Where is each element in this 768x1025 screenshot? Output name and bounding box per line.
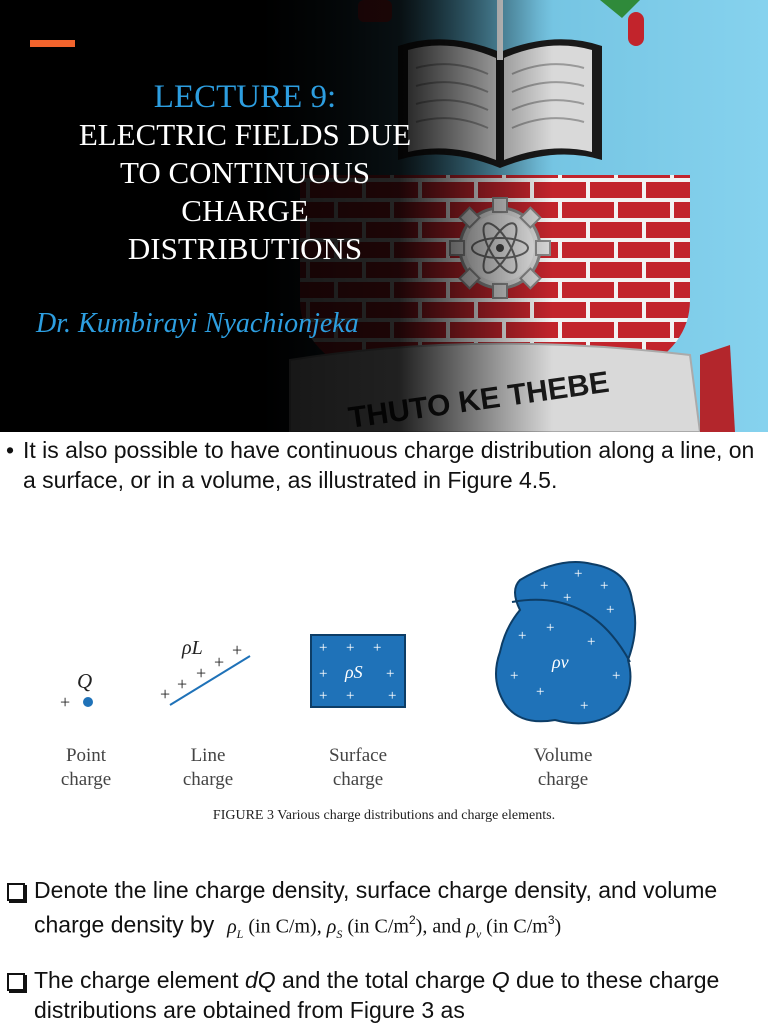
plus-sign: + bbox=[563, 590, 572, 606]
charge-element-text: The charge element dQ and the total charge Q due to these charge distributions are obtained from Figure 3 as bbox=[34, 967, 720, 1023]
author-name: Dr. Kumbirayi Nyachionjeka bbox=[36, 308, 359, 339]
plus-sign: + bbox=[518, 628, 527, 644]
title-line: CHARGE bbox=[181, 193, 309, 228]
density-definition-item bbox=[6, 875, 762, 949]
plus-sign: + bbox=[214, 652, 225, 672]
charge-distribution-figure bbox=[0, 540, 768, 840]
plus-sign: + bbox=[612, 668, 621, 684]
accent-bar bbox=[30, 40, 75, 47]
plus-sign: + bbox=[346, 640, 355, 656]
plus-sign: + bbox=[510, 668, 519, 684]
point-charge-dot bbox=[83, 697, 93, 707]
title-slide bbox=[0, 0, 768, 432]
bullet-text: It is also possible to have continuous charge distribution along a line, on a surface, or in a volume, as illustrated in Figure 4.5. bbox=[23, 437, 755, 493]
figure-caption: FIGURE 3 Various charge distributions and charge elements. bbox=[212, 808, 556, 823]
plus-sign: + bbox=[536, 684, 545, 700]
point-charge-symbol: Q bbox=[77, 669, 93, 693]
surface-charge-symbol: ρS bbox=[345, 662, 363, 682]
plus-sign: + bbox=[606, 602, 615, 618]
rho-s-symbol: $\rho_S$ bbox=[326, 915, 343, 941]
volume-charge bbox=[496, 562, 635, 723]
line-charge-label: Line charge bbox=[182, 745, 234, 790]
volume-charge-symbol: ρv bbox=[552, 652, 569, 672]
plus-sign: + bbox=[60, 692, 71, 712]
plus-sign: + bbox=[177, 674, 188, 694]
plus-sign: + bbox=[319, 666, 328, 682]
plus-sign: + bbox=[546, 620, 555, 636]
line-charge bbox=[160, 637, 250, 705]
title-line: DISTRIBUTIONS bbox=[127, 231, 363, 266]
plus-sign: + bbox=[346, 688, 355, 704]
line-charge-symbol: ρL bbox=[182, 637, 203, 659]
plus-sign: + bbox=[574, 566, 583, 582]
plus-sign: + bbox=[388, 688, 397, 704]
surface-charge-label: Surface charge bbox=[328, 745, 388, 790]
slide-title bbox=[20, 78, 470, 268]
lecture-number: LECTURE 9: bbox=[153, 79, 337, 115]
title-line: TO CONTINUOUS bbox=[119, 155, 370, 190]
charge-element-item bbox=[6, 965, 762, 1025]
plus-sign: + bbox=[540, 578, 549, 594]
plus-sign: + bbox=[587, 634, 596, 650]
rho-v-symbol: $\rho_v$ bbox=[466, 915, 482, 941]
plus-sign: + bbox=[319, 688, 328, 704]
plus-sign: + bbox=[196, 663, 207, 683]
plus-sign: + bbox=[319, 640, 328, 656]
charged-volume bbox=[496, 562, 635, 723]
point-charge bbox=[60, 669, 93, 712]
plus-sign: + bbox=[386, 666, 395, 682]
plus-sign: + bbox=[600, 578, 609, 594]
plus-sign: + bbox=[373, 640, 382, 656]
plus-sign: + bbox=[160, 684, 171, 704]
density-definition-text: Denote the line charge density, surface charge density, and volume charge density by $\rho_L$ (in C/m), $\rho_S$ (in $C/m^2$), and $\rho_v$ (in $C/m^3$) bbox=[34, 877, 718, 941]
point-charge-label: Point charge bbox=[60, 745, 112, 790]
surface-charge bbox=[311, 635, 405, 707]
rho-l-symbol: $\rho_L$ bbox=[227, 915, 244, 941]
plus-sign: + bbox=[580, 698, 589, 714]
checkbox-bullet-icon bbox=[7, 973, 25, 991]
plus-sign: + bbox=[232, 640, 243, 660]
volume-charge-label: Volume charge bbox=[533, 745, 593, 790]
intro-bullet bbox=[6, 435, 762, 495]
title-line: ELECTRIC FIELDS DUE bbox=[78, 117, 412, 152]
bullet-dot: • bbox=[6, 437, 15, 463]
checkbox-bullet-icon bbox=[7, 883, 25, 901]
